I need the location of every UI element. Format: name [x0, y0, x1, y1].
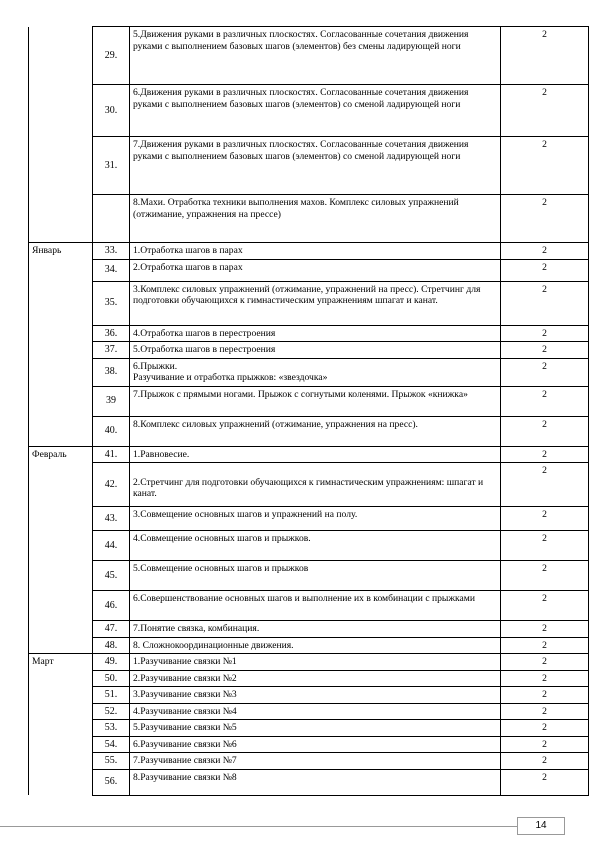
lesson-number: 40.	[93, 416, 130, 446]
month-cell	[29, 736, 93, 753]
month-cell	[29, 769, 93, 795]
lesson-topic: 4.Совмещение основных шагов и прыжков.	[130, 531, 501, 561]
month-cell: Январь	[29, 243, 93, 260]
lesson-hours: 2	[501, 243, 589, 260]
table-row	[29, 769, 589, 795]
lesson-number: 36.	[93, 325, 130, 342]
lesson-topic: 6.Движения руками в различных плоскостях. Согласованные сочетания движения руками с выполнением базовых шагов (элементов) со сменой ладирующей ноги	[130, 85, 501, 137]
lesson-topic: 6.Совершенствование основных шагов и выполнение их в комбинации с прыжками	[130, 591, 501, 621]
lesson-number: 39	[93, 386, 130, 416]
lesson-topic: 5.Отработка шагов в перестроения	[130, 342, 501, 359]
lesson-hours: 2	[501, 386, 589, 416]
lesson-hours: 2	[501, 621, 589, 638]
month-cell	[29, 507, 93, 531]
table-row	[29, 670, 589, 687]
table-row	[29, 703, 589, 720]
lesson-number: 54.	[93, 736, 130, 753]
lesson-number: 34.	[93, 259, 130, 281]
lesson-topic: 7.Разучивание связки №7	[130, 753, 501, 770]
lesson-topic: 1.Равновесие.	[130, 446, 501, 463]
table-row	[29, 281, 589, 325]
lesson-number: 29.	[93, 27, 130, 85]
table-row	[29, 386, 589, 416]
lesson-hours: 2	[501, 736, 589, 753]
table-row	[29, 416, 589, 446]
lesson-hours: 2	[501, 637, 589, 654]
month-cell	[29, 85, 93, 137]
lesson-number: 43.	[93, 507, 130, 531]
lesson-hours: 2	[501, 463, 589, 507]
lesson-topic: 7.Прыжок с прямыми ногами. Прыжок с согнутыми коленями. Прыжок «книжка»	[130, 386, 501, 416]
lesson-hours: 2	[501, 446, 589, 463]
month-cell	[29, 637, 93, 654]
lesson-number: 47.	[93, 621, 130, 638]
month-cell	[29, 463, 93, 507]
lesson-topic: 5.Движения руками в различных плоскостях. Согласованные сочетания движения руками с выполнением базовых шагов (элементов) без смены ладирующей ноги	[130, 27, 501, 85]
table-row	[29, 463, 589, 507]
lesson-number: 53.	[93, 720, 130, 737]
lesson-topic: 6.Прыжки. Разучивание и отработка прыжков: «звездочка»	[130, 358, 501, 386]
month-cell	[29, 259, 93, 281]
lesson-number: 41.	[93, 446, 130, 463]
table-row	[29, 358, 589, 386]
lesson-topic: 7.Движения руками в различных плоскостях. Согласованные сочетания движения руками с выполнением базовых шагов (элементов) со сменой ладирующей ноги	[130, 137, 501, 195]
lesson-number: 42.	[93, 463, 130, 507]
month-cell	[29, 621, 93, 638]
lesson-hours: 2	[501, 531, 589, 561]
month-cell	[29, 591, 93, 621]
lesson-hours: 2	[501, 281, 589, 325]
lesson-hours: 2	[501, 195, 589, 243]
table-row	[29, 195, 589, 243]
month-cell	[29, 687, 93, 704]
lesson-number: 45.	[93, 561, 130, 591]
month-cell	[29, 358, 93, 386]
lesson-hours: 2	[501, 591, 589, 621]
month-cell	[29, 720, 93, 737]
table-row	[29, 342, 589, 359]
table-row	[29, 507, 589, 531]
lesson-number: 55.	[93, 753, 130, 770]
table-row	[29, 591, 589, 621]
lesson-hours: 2	[501, 27, 589, 85]
lesson-hours: 2	[501, 137, 589, 195]
lesson-topic: 3.Комплекс силовых упражнений (отжимание, упражнений на пресс). Стретчинг для подготовки обучающихся к гимнастическим упражнениям шпагат и канат.	[130, 281, 501, 325]
month-cell	[29, 325, 93, 342]
month-cell	[29, 195, 93, 243]
lesson-number: 44.	[93, 531, 130, 561]
lesson-hours: 2	[501, 358, 589, 386]
table-row	[29, 687, 589, 704]
footer-rule	[0, 826, 517, 827]
month-cell	[29, 416, 93, 446]
lesson-hours: 2	[501, 720, 589, 737]
table-row	[29, 27, 589, 85]
month-cell	[29, 531, 93, 561]
lesson-hours: 2	[501, 325, 589, 342]
lesson-hours: 2	[501, 769, 589, 795]
lesson-topic: 6.Разучивание связки №6	[130, 736, 501, 753]
table-row	[29, 637, 589, 654]
month-cell	[29, 342, 93, 359]
table-row	[29, 621, 589, 638]
lesson-number: 38.	[93, 358, 130, 386]
month-cell	[29, 137, 93, 195]
lesson-number: 52.	[93, 703, 130, 720]
lesson-topic: 2.Разучивание связки №2	[130, 670, 501, 687]
table-row	[29, 259, 589, 281]
month-cell: Март	[29, 654, 93, 671]
lesson-topic: 4.Отработка шагов в перестроения	[130, 325, 501, 342]
lesson-hours: 2	[501, 507, 589, 531]
lesson-number: 51.	[93, 687, 130, 704]
month-cell	[29, 561, 93, 591]
page-number: 14	[517, 817, 565, 835]
lesson-topic: 8.Разучивание связки №8	[130, 769, 501, 795]
table-row	[29, 137, 589, 195]
table-row	[29, 325, 589, 342]
table-row	[29, 85, 589, 137]
lesson-hours: 2	[501, 687, 589, 704]
table-row	[29, 753, 589, 770]
lesson-number: 46.	[93, 591, 130, 621]
lesson-topic: 3.Разучивание связки №3	[130, 687, 501, 704]
table-row	[29, 531, 589, 561]
table-row	[29, 736, 589, 753]
lesson-hours: 2	[501, 342, 589, 359]
lesson-number: 35.	[93, 281, 130, 325]
month-cell	[29, 670, 93, 687]
lesson-topic: 8.Махи. Отработка техники выполнения махов. Комплекс силовых упражнений (отжимание, упражнения на прессе)	[130, 195, 501, 243]
lesson-number	[93, 195, 130, 243]
lesson-topic: 2.Отработка шагов в парах	[130, 259, 501, 281]
lesson-hours: 2	[501, 703, 589, 720]
table-row	[29, 561, 589, 591]
lesson-hours: 2	[501, 561, 589, 591]
lesson-number: 50.	[93, 670, 130, 687]
lesson-number: 30.	[93, 85, 130, 137]
lesson-number: 48.	[93, 637, 130, 654]
lesson-topic: 3.Совмещение основных шагов и упражнений на полу.	[130, 507, 501, 531]
lesson-number: 33.	[93, 243, 130, 260]
lesson-topic: 1.Отработка шагов в парах	[130, 243, 501, 260]
lesson-plan-table	[28, 26, 589, 796]
lesson-hours: 2	[501, 85, 589, 137]
table-row	[29, 720, 589, 737]
month-cell	[29, 281, 93, 325]
lesson-number: 37.	[93, 342, 130, 359]
table-row	[29, 654, 589, 671]
table-row	[29, 243, 589, 260]
lesson-topic: 5.Совмещение основных шагов и прыжков	[130, 561, 501, 591]
month-cell	[29, 386, 93, 416]
lesson-hours: 2	[501, 753, 589, 770]
lesson-topic: 1.Разучивание связки №1	[130, 654, 501, 671]
lesson-number: 49.	[93, 654, 130, 671]
month-cell	[29, 753, 93, 770]
table-row	[29, 446, 589, 463]
lesson-number: 31.	[93, 137, 130, 195]
lesson-hours: 2	[501, 259, 589, 281]
lesson-topic: 8.Комплекс силовых упражнений (отжимание, упражнения на пресс).	[130, 416, 501, 446]
lesson-hours: 2	[501, 416, 589, 446]
month-cell	[29, 703, 93, 720]
month-cell: Февраль	[29, 446, 93, 463]
lesson-topic: 8. Сложнокоординационные движения.	[130, 637, 501, 654]
lesson-hours: 2	[501, 670, 589, 687]
lesson-number: 56.	[93, 769, 130, 795]
lesson-topic: 2.Стретчинг для подготовки обучающихся к гимнастическим упражнениям: шпагат и канат.	[130, 463, 501, 507]
month-cell	[29, 27, 93, 85]
lesson-topic: 7.Понятие связка, комбинация.	[130, 621, 501, 638]
lesson-hours: 2	[501, 654, 589, 671]
lesson-topic: 5.Разучивание связки №5	[130, 720, 501, 737]
lesson-topic: 4.Разучивание связки №4	[130, 703, 501, 720]
